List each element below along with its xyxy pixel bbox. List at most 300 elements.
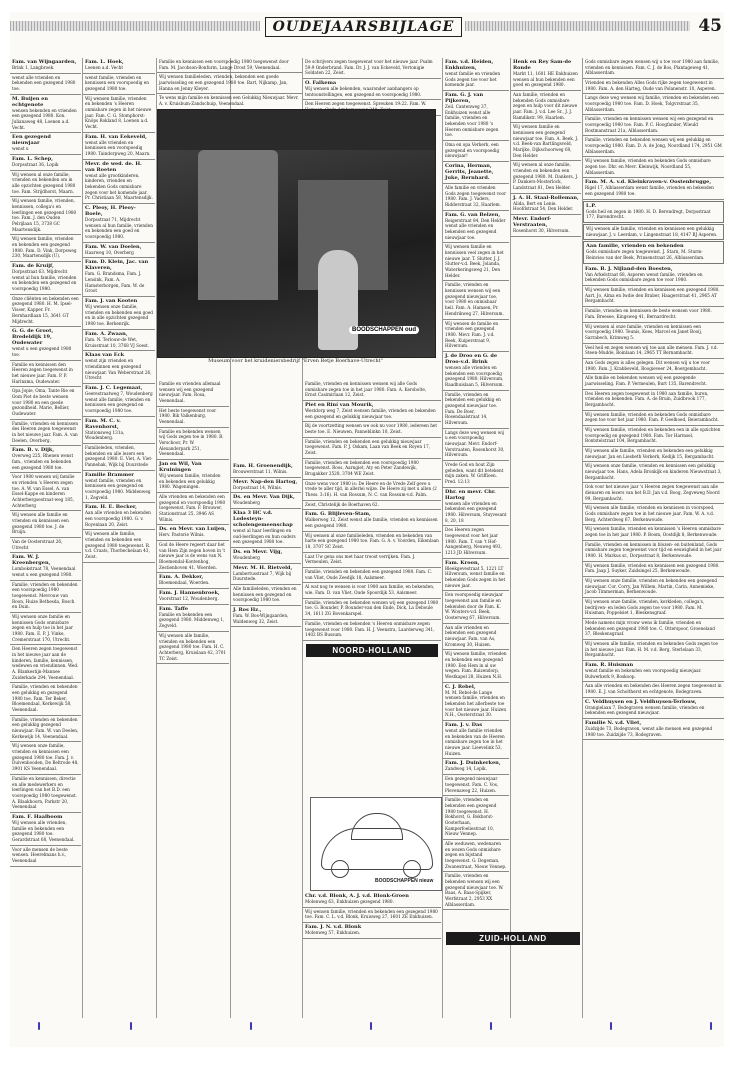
greeting-ad [10, 846, 81, 867]
greeting-ad-name: Fam. L. Hoek, [85, 59, 124, 65]
greeting-ad-text: Familie, vrienden en kennissen wensen wij een gezegend en voorspoedig 1980 toe. Fam. P. C. Hoogfander, Wieuld Boxtmanstraat 21a, Alblasserdam. [585, 116, 714, 133]
greeting-ad-name: Fam. M. A. v.d. Kleinkraven-v. Oostenbrugge, [585, 179, 712, 186]
greeting-ad-text: Des Heeren zegen toegewenst in 1980 aan familie, buren, vrienden en bekenden. Fam. A. de Bruin, Zuidbrook 177, Bergambacht. [585, 390, 709, 407]
greeting-ad [583, 344, 724, 359]
greeting-ad [10, 133, 81, 155]
greeting-ad-text: Van Arkelstraat 68, Asperen wenst familie, vrienden en bekenden Gods onmisbare zegen toe voor 1980. [585, 271, 703, 283]
greeting-ad-text: Wij wensen alle familie, vrienden en bekenden Gods zegen toe in het nieuwe jaar. Fam. H. M. v.d. Berg, Sterlelaan 33, Bergambacht. [585, 641, 718, 658]
greeting-ad-text: Alida, Bert en Lenie. Hoofdstraat 54, Den Helder. [513, 200, 574, 212]
greeting-ad [511, 58, 581, 91]
greeting-ad [583, 698, 724, 719]
greeting-ad [83, 444, 155, 471]
greeting-ad-name: Mevr. de wed. de. H. van Roeten [85, 160, 142, 173]
greeting-ad [157, 407, 229, 428]
greeting-ad-text: Familie en kennissen een voorspoedig 1980 toegewenst door Fam. M. Jacobson-Bonfurm, Lange Drost 59, Veenendaal. [159, 59, 289, 70]
column-2 [83, 58, 155, 1018]
greeting-ad-text: Wij wensen alle familie, vrienden en kennissen een gelukkig nieuwjaar. J. v. Leerdam, v. Lingenstraat 18, 4147 BJ Asperen. [586, 226, 718, 237]
greeting-ad-text: Aan alle vrienden en bekenden des Heeren zegen toegewenst in 1980. E. J. van Scholtherst en echtgenote, Bodegraven. [585, 683, 722, 695]
greeting-ad-text: Haarweg 10, Overberg [85, 249, 134, 255]
greeting-ad [231, 478, 301, 494]
greeting-ad-text: Wij wensen al onze familie, vrienden en bekenden een gezegend 1980. M. Dankers, J. P. Dankers-Mosterlock, Landstraat 81, Den Helder. [513, 162, 579, 191]
greeting-ad [83, 297, 155, 330]
greeting-ad [10, 197, 81, 235]
greeting-ad-text: Wij wensen al onze familie, vrienden en bekenden om in alle opzichten gezegend 1980 toe. Fam. Strijdhorst, Maarn. [12, 171, 76, 194]
greeting-ad [583, 94, 724, 115]
greeting-ad-text: Gods onmisbare zegen toegewenst. J. Starn, M. Sturm-Reinvieo van der Beek, Prinsenstraat 26, Alblasserdam. [586, 249, 705, 261]
greeting-ad [511, 123, 581, 161]
greeting-ad-text: Wij wensen familie, vrienden en bekenden Gods onmisbare zegen toe voor het jaar 1980. Fam. P. Geelhoed, Beierambacht. [585, 411, 719, 423]
greeting-ad-text: Dorpsstraat 71, Mijdrecht wensen al hun familie, vrienden en bekenden een goed en voorspoedig 1980. [85, 217, 153, 240]
greeting-ad-text: Onze wens voor 1980 is: De Heere en de Vrede Zelf geve u vrede te aller tijd, in allerlei wijze. De Heere zij met u allen (2 Thess. 3:16). H. van Rossum, N. C. van Rossum-v.d. Palm. [305, 480, 437, 498]
greeting-ad-name: Jan en Wil, Van Kruiningen [159, 461, 202, 474]
greeting-ad [157, 428, 229, 460]
greeting-ad-text: Voor 1980 wensen wij familie en vrienden 's Heeren zegen toe. A. W. van Essel, A. van Essel-Kappe en kinderen Achterbergsestraat-weg 185, Achterberg [12, 474, 75, 508]
greeting-ad-text: Vrienden en bekenden Alles Gods rijke zegen toegewenst in 1980. Fam. A. den Harteg, Oude van Polanenstr. 10, Asperen. [585, 80, 716, 91]
greeting-ad-text: Orangielaan 7, Bodegraven wensen familie, vrienden en bekenden een gezegend nieuwjaar. [585, 704, 705, 716]
greeting-ad-text: Familie en kennissen den Heeren zegen toegewenst in het nieuwe jaar. Fam. P. P. Harinxma, Oudewater. [12, 361, 73, 384]
greeting-ad [83, 243, 155, 259]
greeting-ad-text: M. M. Rebel-de Lange wensen familie, vrienden en bekenden het allerbeste toe voor het nieuwe jaar. Huizen N.H., Oosterstraat 30. [445, 689, 507, 718]
greeting-ad-text: Langs deze weg wensen wij u een voorspoedig nieuwjaar. Mevr. Endorf-Verstraaten, Rosenhorst 30, Hilversum. [445, 429, 505, 458]
greeting-ad-text: Wij wensen familie, vrienden en bekenden Gods onmisbare zegen toe. Dhr. en Mevr. Kleinwijk, Noordland 55, Alblasserdam. [585, 158, 711, 175]
greeting-ad-text: Overweg 225, Rhenen wenst fam., vrienden en bekenden een gezegend 1980 toe. [12, 453, 74, 470]
greeting-ad [303, 553, 441, 568]
greeting-ad [303, 510, 441, 531]
greeting-ad-text: Gods onmisbare zegen wensen wij u toe voor 1980 aan familie, vrienden en kennissen. Fam. C. J. de Bos, Plantageweg 41, Alblasserdam. [585, 59, 720, 76]
greeting-ad-text: Loenen a.d. Vecht [85, 65, 123, 70]
greeting-ad [83, 204, 155, 243]
greeting-ad-text: wensen alle vrienden en bekenden een gezegend 1980. Hilversum, Stuyvesant 8, 20, 18 [445, 500, 507, 523]
greeting-ad [583, 483, 724, 504]
greeting-ad [10, 511, 81, 538]
greeting-ad [443, 91, 509, 141]
greeting-ad-name: Fam. F. Haalboom [12, 813, 63, 820]
greeting-ad-name: Fam. G. J. van Pijkeren, [445, 92, 484, 105]
greeting-ad-text: Van de Oosterstraat 26, Utrecht [12, 538, 63, 550]
greeting-ad [10, 295, 81, 327]
greeting-ad-text: Familie, vrienden en kennissen des Heeren zegen toegewenst in het nieuwe jaar. Fam. A. van Deelen, Overberg. [12, 420, 79, 443]
greeting-ad-text: Ook voor het nieuwe jaar 's Heeren zegen toegewenst aan alle dienaren en lezers van het B.D. Jan v.d. Boog, Zegveweg Noord 99, Bergambacht. [585, 484, 720, 501]
greeting-ad-text: Dorpsstraat 14, Wilnis. [233, 484, 282, 490]
greeting-ad-text: Bij de voortzetting wensen we ook nu voor 1980, iedereen het beste toe. E. Nieuwen, Panneblinkn 10, Zeist. [305, 423, 438, 435]
header-rule-right [465, 21, 690, 31]
greeting-ad [583, 323, 724, 344]
greeting-ad [443, 721, 509, 759]
column-3 [157, 380, 229, 1018]
greeting-ad [10, 613, 81, 645]
greeting-ad-name: C. Veldhuysen en J. Veldhuysen-Terlouw, [585, 698, 697, 705]
greeting-ad-name: Mevr. Endorf-Verstraaten, [513, 216, 552, 229]
shopping-illustration [310, 797, 442, 891]
greeting-ad [443, 840, 509, 872]
greeting-ad [10, 775, 81, 813]
greeting-ad-name: Mevr. Nap-den Hartog, [233, 478, 298, 485]
greeting-ad [10, 171, 81, 198]
greeting-ad [583, 307, 724, 322]
scan-mark [610, 1022, 612, 1030]
greeting-ad-text: Alle vrienden en bekenden een gezegend en voorspoedig 1980 toegewenst. Fam. F. Brouwer, Stationstraat 25, 3946 AS Wilnis. [159, 494, 226, 522]
greeting-ad-text: Des Heeren zegen toegewenst voor het jaar 1980. Fam. T. van 't Hof-Aangenberg, Neuweg 493, 1213 JD Hilversum. [445, 527, 502, 555]
greeting-ad-name: Ds. en Mevr. Van Dijk, [233, 494, 295, 501]
greeting-ad-text: Familie, vrienden en kennissen de beste wensen voor 1980. Fam. Breesee, Kingsweg 41, Bernardrecht. [585, 308, 712, 319]
greeting-ad-text: Familie en bekenden wensen wij Gods zegen toe in 1980. B. Verschoor, Pr. W. Alexanderpark 251, Veenendaal. [159, 428, 224, 457]
greeting-ad-name: Een gezegend nieuwjaar [12, 134, 51, 147]
page-title: OUDEJAARSBIJLAGE [272, 19, 455, 35]
greeting-ad-text: Familie en vrienden allemaal wensen wij een gezegend nieuwjaar. Fam. Rosa, Veenendaal. [159, 381, 221, 404]
greeting-ad [583, 577, 724, 598]
greeting-ad-name: Klaa 3 HC v.d. Lodesteyn-scholengemeenschap [233, 510, 293, 529]
greeting-ad [443, 320, 509, 352]
illustration-wheel-left [331, 860, 349, 878]
greeting-ad [83, 95, 155, 133]
greeting-ad-text: De schrijvers zegen toegewenst voor het nieuwe jaar. Psalm 59:9 Onderbrand. Fam. Dr. J. J. van Eckeveld, Vertonigie Soldaten 22, Zeist. [305, 59, 433, 76]
greeting-ad-text: Voorstraat 12, Woudenberg. [159, 596, 219, 602]
greeting-ad-text: Wij wensen alle familie en vrienden en kennissen een gezegend 1980 toe. J. de Bruijn. [12, 512, 69, 535]
greeting-ad [583, 201, 724, 223]
greeting-ad [443, 559, 509, 592]
column-5 [303, 380, 441, 785]
greeting-ad [231, 493, 301, 509]
greeting-ad [303, 599, 441, 620]
greeting-ad [157, 73, 302, 94]
greeting-ad-text: Zeil. Cantenweg 37, Enkhuizen wenst alle familie, vrienden en bekenden voor 1980 's Heeren onmisbare zegen toe. [445, 104, 499, 138]
greeting-ad-text: Wij wensen familie, vrienden en kennissen een gezegend 1980. Fam. Jaap J. Suyker, Zuidsingel 25, Berkenwoude. [585, 562, 720, 574]
greeting-ad-text: Wij wensen familie, vrienden en bekenden een gezegend 1980 toe. Fam. C. L. v.d. Blonk, Kruisweg 27, 1601 ZE Enkhuizen. [305, 908, 438, 920]
greeting-ad [443, 184, 509, 211]
greeting-ad [231, 509, 301, 548]
greeting-ad-text: Westdorp weg 7, Zeist wensen familie, vrienden en bekenden een gezegend en gelukkig nieuwjaar toe. [305, 408, 436, 419]
greeting-ad-text: Markt 11, 1601 HE Enkhuizen wensen al hun bekenden een goed en gezegend 1980. [513, 71, 578, 88]
greeting-ad-name: Fam. v.d. Heiden, Enkhuizen, [445, 59, 494, 71]
greeting-ad-text: Alle weduwen, wedenaren en wezen Gods onmisbare zegen en bijstand toegewenst. G. Degeman, Zwanestraat, Nieuw Vennep. [445, 840, 507, 869]
greeting-ad [303, 501, 441, 511]
greeting-ad [303, 401, 441, 422]
greeting-ad [83, 74, 155, 95]
greeting-ad [157, 589, 229, 605]
greeting-ad [10, 473, 81, 511]
greeting-ad-name: Fam. J. Duinkerken, [445, 760, 501, 767]
greeting-ad-name: Fam. B. v. Dijk, [12, 447, 55, 454]
greeting-ad-text: Oma en opa Verkerk, een gezegend en voorspoedig nieuwjaar! [445, 142, 500, 159]
greeting-ad [583, 525, 724, 540]
greeting-ad-name: Fam. R. Huisman [585, 662, 634, 669]
greeting-ad [83, 417, 155, 444]
greeting-ad [583, 619, 724, 640]
greeting-ad [10, 387, 81, 419]
illustration-wheel-right [403, 860, 421, 878]
greeting-ad-name: L.P. [586, 202, 596, 209]
column-5-top [303, 58, 441, 108]
greeting-ad-text: wenst familie en bekenden een voorspoedig nieuwjaar. Bulwerkerk 9, Boskoop. [585, 668, 702, 679]
greeting-ad-text: Wij wensen onze familie, vrienden en kennissen een gezegend 1980 toe. Fam. J. v. Duivenbooden, De Beltrode 48, 3901 KS Veenendaal. [12, 743, 79, 772]
greeting-ad-text: Familie, vrienden en bekenden wensen wij een gezegend nieuwjaar toe. W. Baas, A. Baas-Spijker, Werfstraat 2, 2953 XX Alblasserdam. [445, 873, 504, 907]
greeting-ad-text: wenst alle familie vrienden en bekenden van de Heeren onmisbare zegen toe in het nieuwe jaar. Lieevelink 53, Huizen. [445, 728, 505, 756]
column-6 [443, 58, 509, 1018]
greeting-ad [443, 58, 509, 91]
greeting-ad [157, 493, 229, 525]
greeting-ad-text: wenst zijn vrienden en vriendinnen een gezegend nieuwjaar. Van Weberstraat 26, Utrecht [85, 358, 152, 381]
greeting-ad-text: Zeist, Christelijk de Boerhaven 62. [305, 501, 379, 507]
greeting-ad [583, 157, 724, 178]
greeting-ad-text: wensen alle vrienden en bekenden een voorspoedig gezegend 1980. Hilversum, Raadhuislaan 5, Hilversum. [445, 364, 504, 387]
column-3-top [157, 58, 302, 108]
greeting-ad-text: God de Heere regeert daar het van Hem Zijn zegen hoven in 't nieuwe jaar is de wens van N. Bloemendal-Kontenbog, Zestienhoven 41, Woerden. [159, 542, 226, 570]
greeting-ad-text: Wij wensen alle vrienden, familie en bekenden een gezegend 1980 toe. Gerardstraat 68, Veenendaal. [12, 819, 75, 842]
greeting-ad [583, 286, 724, 307]
greeting-ad [583, 462, 724, 483]
header-rule-left [10, 21, 260, 31]
column-4 [231, 462, 301, 1018]
greeting-ad-text: Wij wensen familie en kennissen een gezegend nieuwjaar toe. Fam. A. Beek, J. v.d. Beek-van Bartlingsveld, Marijke, Dijkschoorweg 60, Den Helder. [513, 124, 579, 158]
greeting-ad-text: Aan alle vrienden en bekenden een gezegend nieuwjaar. Fam. van As, Kromweg 30, Huizen. [445, 624, 497, 647]
greeting-ad-name: Ds. en Mevr. Vijg, [233, 549, 283, 556]
greeting-ad [10, 420, 81, 447]
greeting-ad-text: Een gezegend nieuwjaar toegewenst. Fam. C. Vos, Plevenaweg 22, Huizen. [445, 776, 499, 793]
greeting-ad-text: Wij wensen familieleden, vrienden, bekenden een goede jaarwisseling en een gezegend 1980 toe. Bart, Nijkamp, Jan, Hanna en Jenny Kleyer. [159, 74, 288, 91]
greeting-ad [83, 384, 155, 417]
photo-shelf-shadow [158, 110, 435, 150]
greeting-ad-text: Laat Uw gena ons met haar troost verrijken. Fam. J. Vermeulen, Zeist. [305, 553, 416, 565]
greeting-ad-text: Den Heeren zegen toegewenst in het nieuwe jaar aan de kinderen, familie, kennissen, wedewen en vriendinnen. Wed. A. Blankestijn-Mannee Zuiderkade 294, Veenendaal. [12, 646, 79, 680]
greeting-ad [443, 624, 509, 651]
greeting-ad [157, 94, 302, 109]
greeting-ad-text: Wij wensen onze familie, vrienden en kennissen een gelukkig nieuwjaar toe. Hans, Adela Bronkijk en kinderen Nieuwstraat 3, Bergambacht. [585, 463, 722, 480]
greeting-ad [443, 526, 509, 558]
greeting-ad [443, 391, 509, 429]
greeting-ad [303, 438, 441, 459]
greeting-ad-name: Fam. D. Klein, Jac. van Klaveren, [85, 259, 149, 272]
greeting-ad [10, 716, 81, 743]
greeting-ad [10, 538, 81, 553]
greeting-ad-text: Wij wensen alle familie, vrienden en kennissen in voorspoed, Gods onmisbare zegen toe in het nieuwe jaar. Fam. W. A. v.d. Berg, Achterdweg 67, Berkenwoude. [585, 505, 715, 522]
greeting-ad-name: Fam. J. Hannenbroek, [159, 590, 220, 597]
scan-mark [710, 1022, 712, 1030]
greeting-ad [10, 235, 81, 262]
greeting-ad-name: Fam. L. Schep, [12, 156, 53, 163]
greeting-ad-text: Voor alle mensen de beste wensen. Heerelmans h.v., Veenendaal [12, 846, 68, 863]
greeting-ad [583, 682, 724, 697]
greeting-ad [10, 446, 81, 473]
greeting-ad-name: Fam. W. J. Kreenbergen, [12, 554, 51, 567]
greeting-ad [10, 58, 81, 74]
greeting-ad-name: Familie Brammer [85, 471, 134, 478]
greeting-ad-text: Familie, vrienden en bekenden wensen wij een gezegend 1980 toe. G. Bounder, P. Bounder-van den Ende, Dick, La Deboule 34, 1611 ZG Bovenkarspel. [305, 599, 439, 617]
greeting-ad-name: Fam. van Wijngaarden, [12, 59, 77, 65]
greeting-ad [443, 488, 509, 527]
greeting-ad [10, 74, 81, 95]
greeting-ad-text: Wij wensen familie en kennissen veel zegen in het nieuwe jaar. T. Slutter, J. J. Slutter-v.d. Beek, Jolanda, Waterkeringsweg 21, Den Helder. [445, 244, 504, 278]
greeting-ad-text: Stationsweg 131a, Woudenberg. [85, 429, 125, 441]
greeting-ad-name: J. Ros Hz., [233, 607, 262, 614]
greeting-ad [511, 194, 581, 215]
greeting-ad [157, 525, 229, 541]
greeting-ad-text: Wij wensen familie, vrienden en bekenden een gelukkig 1980. Wageningen. [159, 473, 221, 490]
column-8 [583, 58, 724, 1018]
greeting-ad [583, 598, 724, 619]
photo-label: BOODSCHAPPEN oud [349, 326, 419, 334]
greeting-ad-name: C. J. Rebel, [445, 683, 476, 690]
greeting-ad-name: J. de Droo en G. de Droo-v.d. Brink [445, 352, 498, 365]
greeting-ad-text: Familie, vrienden en bekenden een gelukkig en gezegend 1980 toe. Fam. Ter Beker, Bloemendaal, Kerkewijk 58, Veenendaal. [12, 684, 78, 713]
greeting-ad-name: Fam. A. Dekker, [159, 574, 204, 581]
photo-cabinet [198, 150, 278, 300]
greeting-ad-text: wenst u [12, 146, 29, 152]
greeting-ad [511, 215, 581, 237]
greeting-ad-text: Gods heil en zegen in 1980. H. D. Berendregt, Dorpsstraat 177, Barendrecht. [586, 208, 711, 220]
greeting-ad-text: wenst u een gezegend 1980 toe. [12, 346, 72, 357]
greeting-ad-text: Bleekgevestraat 5, 1221 LT Hilversum, wenst familie en bekenden Gods zegen in het nieuwe jaar. [445, 565, 506, 588]
greeting-ad-text: Familie, vrienden en bekenden een gelukkig gezegend nieuwjaar. Fam. W. van Deelen, Kerkewijk 14, Veenendaal. [12, 716, 79, 739]
greeting-ad [10, 742, 81, 774]
greeting-ad [583, 136, 724, 157]
greeting-ad-text: Wij wensen onze familie, vrienden en bekenden een gezegend nieuwjaar. Cor, Corry, Jan Willem, Martin, Carin, Annemieke, Jacob Timmerman, Berkenwoude. [585, 578, 718, 595]
greeting-ad [511, 161, 581, 193]
greeting-ad-text: Familie en kennissen, directie en alle medewerkers en leerlingen van het B.D. een voorspoedig 1980 toegewenst. A. Blaakhoorn, Parkstr 20, Veenendaal [12, 775, 78, 810]
column-5-bottom [303, 892, 441, 1018]
greeting-ad-text: Dorpsstraat 36, Lopik [12, 162, 59, 168]
greeting-ad [10, 581, 81, 613]
greeting-ad-text: Wij wensen alle familie, vrienden en bekenden een gezegend 1980 toegewenst. R. v.d. Craats, Thorbeckelaan 43, Zeist. [85, 531, 151, 559]
greeting-ad-name: Aan familie, vrienden en bekenden [586, 243, 684, 250]
greeting-ad [443, 141, 509, 162]
greeting-ad-text: Het beste toegewenst voor 1980. Bik Valkenburg, Veenendaal. [159, 407, 217, 425]
greeting-ad-name: Fam. G. Blijleven-Stam, [305, 511, 371, 518]
greeting-ad-name: Fam. Taffe [159, 605, 189, 612]
greeting-ad [443, 591, 509, 623]
section-noord-holland: NOORD-HOLLAND [306, 644, 438, 657]
greeting-ad [583, 426, 724, 447]
greeting-ad [583, 58, 724, 79]
greeting-ad [583, 224, 724, 240]
greeting-ad-text: Wij wensen alle familie, vrienden en bekenden een gelukkig nieuwjaar. Jan en Liesbeth Verkerk, Kedijk 15, Bergambacht. [585, 447, 715, 459]
greeting-ad-name: Fam. G. van Belzen, [445, 211, 501, 218]
greeting-ad [231, 564, 301, 585]
greeting-ad [231, 585, 301, 606]
greeting-ad [443, 162, 509, 184]
greeting-ad [303, 908, 441, 923]
greeting-ad [303, 422, 441, 437]
greeting-ad [157, 632, 229, 664]
greeting-ad [443, 281, 509, 319]
greeting-ad [583, 447, 724, 462]
greeting-ad-name: Fam. J. v. Das [445, 722, 483, 729]
greeting-ad-text: Rosenhorst 30, Hilversum. [513, 228, 570, 234]
greeting-ad-name: Fam. H. Groenendijk, [233, 463, 293, 469]
greeting-ad-name: C. Pleoy, H. Pleoy-Boele, [85, 205, 136, 218]
greeting-ad [157, 541, 229, 573]
greeting-ad-text: wensen bekenden en vrienden een gezegend 1980. Kon. Julianaweg 48, Loenen a.d. Vecht. [12, 107, 77, 130]
greeting-ad-text: Zuidzijde 73, Bodegraven, wenst alle mensen een gezegend 1980 toe. Zuidzijde 73, Bodegraven. [585, 726, 713, 737]
greeting-ad-text: Herv. Pastorie Wilnis. [159, 532, 205, 538]
greeting-ad-text: Langs deze weg wensen wij familie, vrienden en bekenden een voorspoedig 1980 toe. Fam. D. Hoek, Tolgvrstraat 35, Alblasserdam. [585, 95, 719, 112]
greeting-ad [83, 58, 155, 74]
greeting-ad-text: wenst alle vrienden en bekenden een gezegend 1980 toe. [12, 74, 76, 92]
greeting-ad-name: O. Falkema [305, 80, 337, 87]
greeting-ad [583, 79, 724, 94]
greeting-ad-text: Wij wensen familie, vrienden en kennissen 's Heeren onmisbare zegen toe in het jaar 1980. P. Boom, Oostdijk 8, Berkenwoude. [585, 526, 721, 537]
greeting-ad-text: Fam. G. Brandsma, Fam. J. Lensink, Fam. A. Hamsterborgen, Fam. W. de Groot [85, 271, 145, 294]
greeting-ad-text: Wij wensen onze familie en kennissen Gods onmisbare zegen en hulp toe in het jaar 1980. Fam. E. P. J. Vinke, Cremerstraat 170, Utrecht. [12, 614, 73, 642]
greeting-ad-name: Piet en Riní van Mourik, [305, 402, 374, 409]
greeting-ad [157, 58, 302, 73]
greeting-ad-text: Geerestraatweg 7, Woudenberg wenst alle familie, vrienden en kennissen een gezegend en voorspoedig 1980 toe. [85, 390, 153, 413]
greeting-ad [231, 462, 301, 478]
greeting-ad-text: Fam. N. Terlouw-de Wet, Kruisstraat 10, 3768 VJ Soest. [85, 336, 150, 348]
greeting-ad-name: Dhr. en mevr. Chr. Hartog [445, 488, 496, 501]
greeting-ad-text: Alle familie en bekenden wensen wij een gezegende jaarwisseling. Fam. P. Vermeulen, Burt 135, Barendrecht. [585, 375, 707, 386]
greeting-ad [10, 553, 81, 580]
greeting-ad-text: wenst alle vrienden en kennissen een voorspoedig 1980. Taindorpweg 20, Maarn. [85, 139, 151, 157]
greeting-ad-text: Zandweg 14, Lopik. [445, 766, 488, 772]
greeting-ad [83, 258, 155, 297]
greeting-ad [10, 262, 81, 295]
greeting-ad-text: Wij wensen alle familie, vrienden en bekenden een gezegend 1980 toe. Fam. H. C. Achterberg, Kruislaan 42, 3701 TC Zeist. [159, 632, 227, 661]
greeting-ad-text: Den Heeren zegen toegewenst. Spreuken 19:22. Fam. W. [305, 101, 427, 107]
greeting-ad-name: G. G. de Groot, Bredeldijk 19, Oudewater [12, 328, 54, 347]
greeting-ad [10, 327, 81, 360]
greeting-ad [443, 872, 509, 910]
greeting-ad-name: Fam. W. van Doelen, [85, 243, 142, 250]
newspaper-page [10, 12, 724, 1047]
greeting-ad-text: Familie, vrienden en bekenden 's Heeren onmisbare zegen toegewenst voor 1980. Fam. H. J. Veenstra, Laarderweg 341, 1402 BS Bussum. [305, 620, 435, 638]
greeting-ad [583, 661, 724, 682]
page-header [10, 16, 724, 38]
greeting-ad [83, 530, 155, 562]
greeting-ad-name: Ds. en Mevr. van Luijen, [159, 526, 227, 533]
greeting-ad-text: Aan alle vrienden en bekenden een voorspoedig 1980. G. v. Royenlaan 20, Zeist. [85, 510, 151, 527]
greeting-ad-text: Onze cliënten en bekenden een gezegend 1980. H. M. Ipsel-Visser, Kapper. Fr. Bernhardlaan 15, 3641 GT Mijdrecht. [12, 295, 79, 324]
greeting-ad-text: Aan Gods zegen is alles gelegen. Dit wensen wij u toe voor 1980. Fam. J. Krabbeveld, Boogieveer 24, Boergembacht. [585, 359, 711, 371]
greeting-ad-text: Wij wensen familie, vrienden, kennissen, collega's en leerlingen een gezegend 1980 toe. Fam. J. den Ouden Pelrijlaan 15, 3738 GC Maartensdijk. [12, 198, 77, 232]
greeting-ad-text: Te wens mijn familie en kennissen een Gelukkig Nieuwjaar. Mevr. A. v. Kruisbum-Zandschuip, Veenendaal. [159, 95, 299, 107]
greeting-ad [83, 330, 155, 351]
greeting-ad [443, 461, 509, 488]
greeting-ad-text: Familie, vrienden en kennissen wensen wij alle Gods onmisbare zegen toe in het jaar 1980. Fam. A. Kersbolte, Ernst Casimirlaan 12, Zeist. [305, 381, 427, 398]
scan-mark [250, 1022, 252, 1030]
greeting-ad [303, 583, 441, 598]
greeting-ad-text: Molenweg 57, Enkhuizen. [305, 930, 361, 936]
greeting-ad-text: Molenweg 63, Enkhuizen gezegend 1980. [305, 899, 394, 904]
greeting-ad-text: Dorpsstraat 63, Mijdrecht wenst al hun familie, vrienden en bekenden een gezegend en voorspoedig 1980. [12, 269, 77, 292]
greeting-ad [303, 532, 441, 553]
greeting-ad [303, 58, 441, 79]
greeting-ad [583, 719, 724, 740]
greeting-ad-name: Fam. J. van Kooten [85, 298, 138, 305]
greeting-ad-text: Familie, vrienden en bekenden een gelukkig nieuwjaar toegewenst. Fam. P. J. Oskam, Laan van Beek en Royen 17, Zeist. [305, 438, 431, 456]
scan-mark [490, 1022, 492, 1030]
greeting-ad [303, 380, 441, 401]
greeting-ad-text: wenst familie, vrienden en kennissen een gezegend en voorspoedig 1980. Middenweg 1, Zegveld. [85, 477, 151, 500]
greeting-ad [157, 573, 229, 589]
greeting-ad [583, 178, 724, 199]
greeting-ad [83, 503, 155, 530]
scan-mark [38, 1022, 40, 1030]
greeting-ad-text: Familie, vrienden en bekenden een gelukkig en gezegend nieuwjaar toe. Fam. De Boer, Rosendaalstraat 14, Hilversum. [445, 391, 501, 425]
greeting-ad [157, 605, 229, 632]
greeting-ad-name: Corina, Herman, Gerrits, Jeanette, Juke, Bernhard. [445, 163, 494, 182]
greeting-ad [303, 620, 441, 641]
greeting-ad [443, 211, 509, 244]
greeting-ad [231, 606, 301, 627]
greeting-ad [10, 155, 81, 171]
greeting-ad-name: Fam. B. J. Nijland-den Boesten, [585, 265, 673, 272]
column-1 [10, 58, 81, 1018]
greeting-ad [443, 243, 509, 281]
greeting-ad [10, 683, 81, 715]
greeting-ad [583, 359, 724, 374]
photo-figure [318, 250, 358, 350]
scan-mark [370, 1022, 372, 1030]
